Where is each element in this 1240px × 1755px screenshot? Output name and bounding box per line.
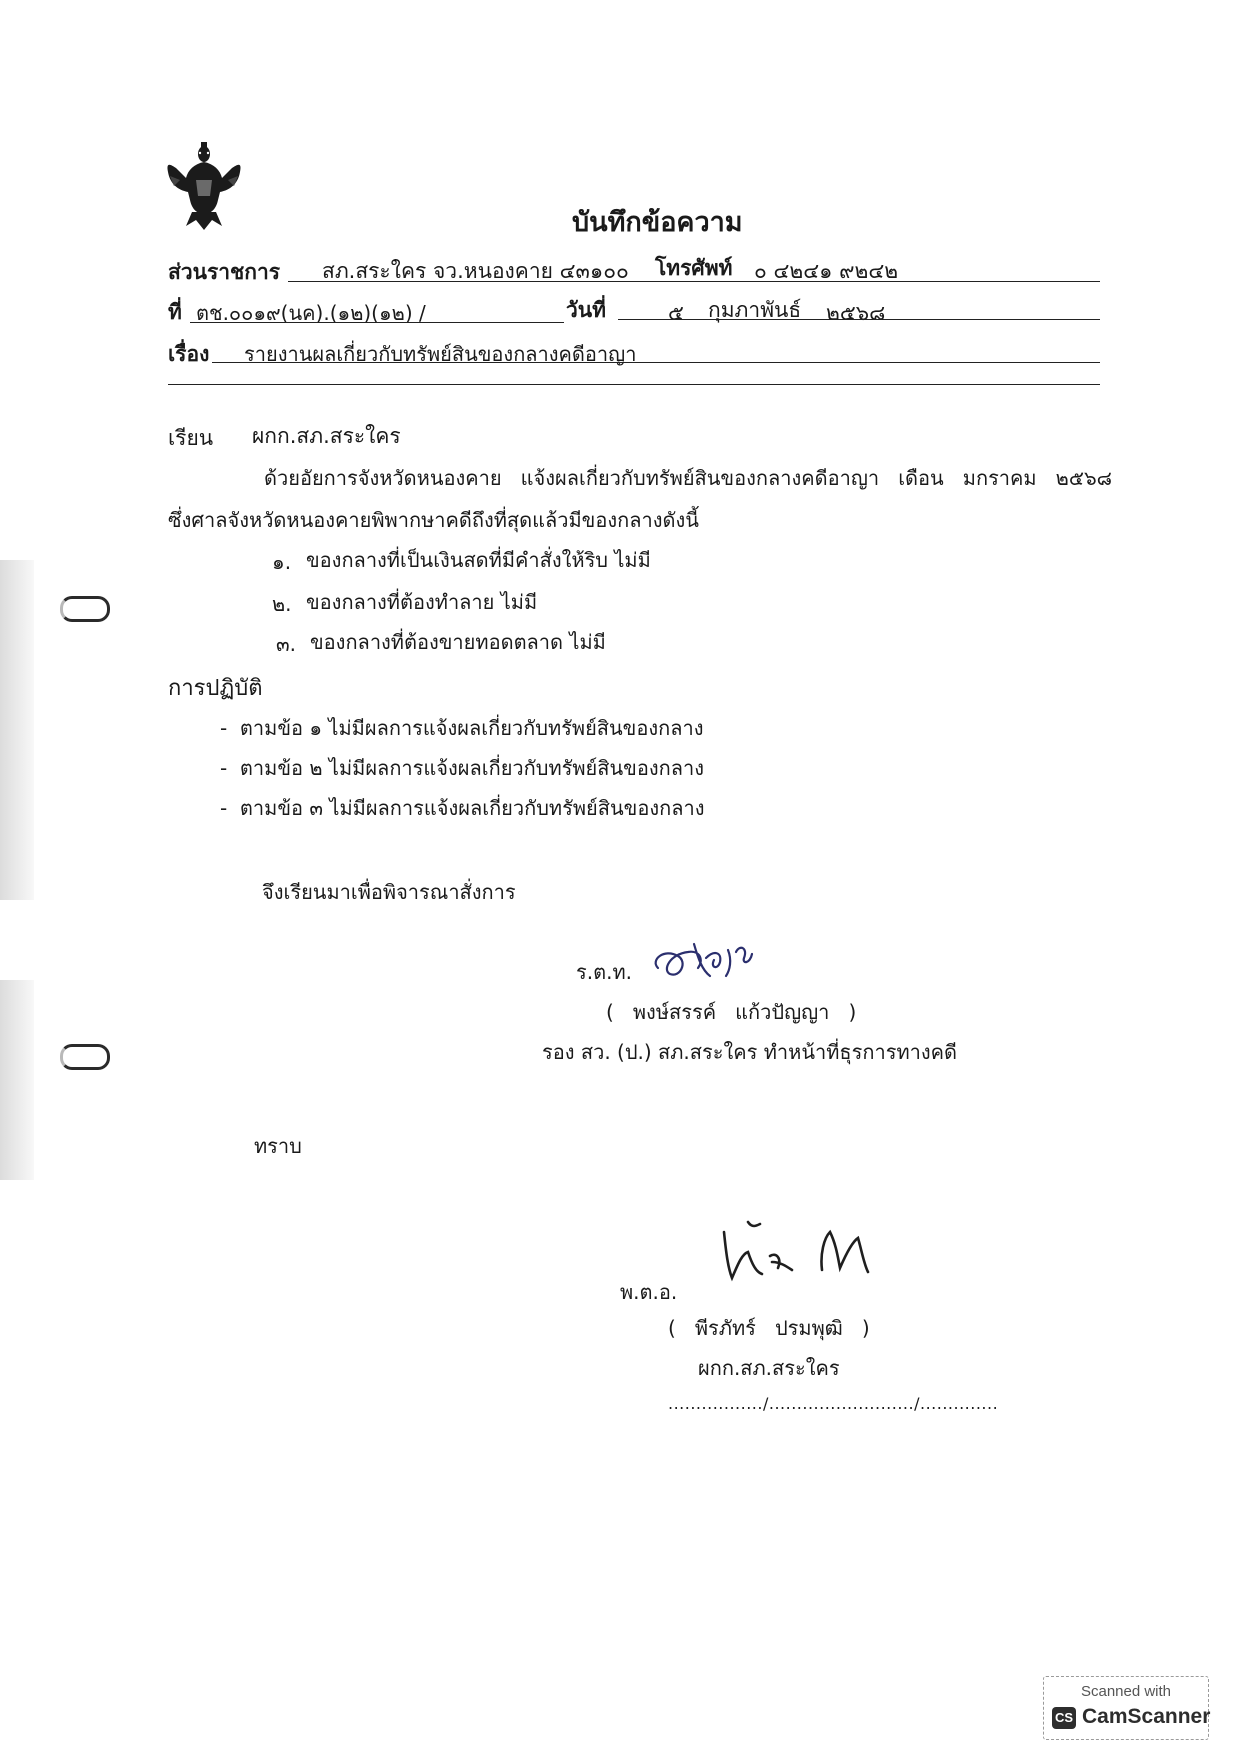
date-year: ๒๕๖๘ <box>826 301 886 325</box>
action-item: - ตามข้อ ๒ ไม่มีผลการแจ้งผลเกี่ยวกับทรัพย์สินของกลาง <box>220 756 704 780</box>
date-day: ๕ <box>668 301 684 325</box>
binder-ring <box>60 596 110 622</box>
garuda-emblem-icon <box>166 140 242 232</box>
reference-underline <box>190 322 564 323</box>
item-number: ๓. <box>276 632 297 656</box>
signer1-rank: ร.ต.ท. <box>576 960 632 984</box>
department-value: สภ.สระใคร จว.หนองคาย ๔๓๑๐๐ <box>322 259 629 283</box>
signature2-scribble <box>712 1212 882 1292</box>
acknowledge-text: ทราบ <box>254 1134 302 1158</box>
binder-edge <box>0 980 34 1180</box>
signer2-position: ผกก.สภ.สระใคร <box>698 1356 840 1380</box>
body-paragraph-line1: ด้วยอัยการจังหวัดหนองคาย แจ้งผลเกี่ยวกับทรัพย์สินของกลางคดีอาญา เดือน มกราคม ๒๕๖๘ <box>264 466 1113 490</box>
item-number: ๑. <box>272 550 292 574</box>
binder-ring <box>60 1044 110 1070</box>
dept-underline <box>288 281 1100 282</box>
phone-label: โทรศัพท์ <box>655 256 733 280</box>
signer1-name: ( พงษ์สรรค์ แก้วปัญญา ) <box>606 1000 857 1024</box>
date-label: วันที่ <box>566 298 606 322</box>
body-paragraph-line2: ซึ่งศาลจังหวัดหนองคายพิพากษาคดีถึงที่สุดแล้วมีของกลางดังนี้ <box>168 508 699 532</box>
item-text: ของกลางที่เป็นเงินสดที่มีคำสั่งให้ริบ ไม่มี <box>306 548 651 572</box>
subject-label: เรื่อง <box>168 342 210 366</box>
watermark-brand: CamScanner <box>1082 1705 1211 1728</box>
signer1-position: รอง สว. (ป.) สภ.สระใคร ทำหน้าที่ธุรการทางคดี <box>542 1040 957 1064</box>
reference-label: ที่ <box>168 300 182 324</box>
reference-value: ตช.๐๐๑๙(นค).(๑๒)(๑๒) / <box>196 301 426 325</box>
item-text: ของกลางที่ต้องขายทอดตลาด ไม่มี <box>310 630 606 654</box>
phone-value: ๐ ๔๒๔๑ ๙๒๔๒ <box>754 259 899 283</box>
document-title: บันทึกข้อความ <box>572 207 743 238</box>
subject-underline <box>212 362 1100 363</box>
item-text: ของกลางที่ต้องทำลาย ไม่มี <box>306 590 538 614</box>
date-month: กุมภาพันธ์ <box>708 298 802 322</box>
signature1-scribble <box>648 930 768 990</box>
camscanner-logo-icon: CS <box>1052 1707 1076 1729</box>
signer2-name: ( พีรภัทร์ ปรมพุฒิ ) <box>668 1316 870 1340</box>
salutation-value: ผกก.สภ.สระใคร <box>252 424 401 448</box>
binder-edge <box>0 560 34 900</box>
action-item: - ตามข้อ ๑ ไม่มีผลการแจ้งผลเกี่ยวกับทรัพย์สินของกลาง <box>220 716 704 740</box>
department-label: ส่วนราชการ <box>168 260 281 284</box>
action-item: - ตามข้อ ๓ ไม่มีผลการแจ้งผลเกี่ยวกับทรัพย์สินของกลาง <box>220 796 705 820</box>
signer2-date-line: ................./........................../.............. <box>668 1394 999 1413</box>
subject-value: รายงานผลเกี่ยวกับทรัพย์สินของกลางคดีอาญา <box>244 342 637 366</box>
camscanner-watermark <box>1043 1676 1209 1740</box>
action-heading: การปฏิบัติ <box>168 676 263 701</box>
signer2-rank: พ.ต.อ. <box>620 1280 678 1304</box>
item-number: ๒. <box>272 592 292 616</box>
closing-text: จึงเรียนมาเพื่อพิจารณาสั่งการ <box>262 880 516 904</box>
date-underline <box>618 319 1100 320</box>
watermark-caption: Scanned with <box>1080 1683 1172 1700</box>
salutation-label: เรียน <box>168 426 214 450</box>
header-divider <box>168 384 1100 385</box>
